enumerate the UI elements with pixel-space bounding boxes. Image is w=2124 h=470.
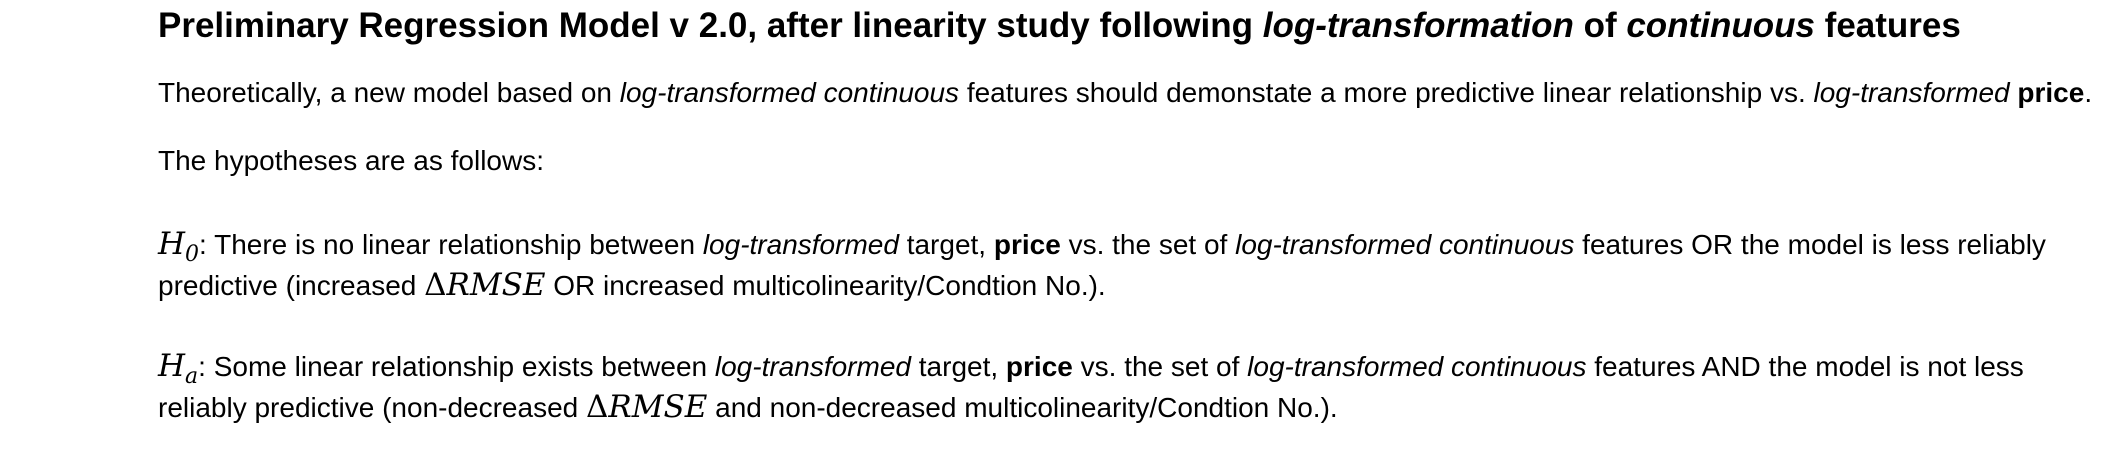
hypotheses-intro: The hypotheses are as follows: <box>158 145 544 176</box>
h0-symbol: $H_0$ <box>158 226 200 267</box>
alternative-hypothesis: $H_a$: Some linear relationship exists between log-transformed target, price vs. the set of log-transformed continuous features AND the model is not less reliably predictive (non-decreased ΔRMSE and non-decreased multicolinearity/Condtion No.). <box>158 348 2024 425</box>
intro-paragraph: Theoretically, a new model based on log-transformed continuous features should demonstate a more predictive linear relationship vs. log-transformed price. <box>158 77 2093 108</box>
title-emphasis-continuous: continuous <box>1626 6 1815 45</box>
title-emphasis-log-transformation: log-transformation <box>1262 6 1574 45</box>
delta-rmse-math: ΔRMSE <box>424 267 546 303</box>
ha-symbol: $H_a$ <box>158 348 199 389</box>
delta-rmse-math: ΔRMSE <box>586 389 708 425</box>
page-title: Preliminary Regression Model v 2.0, after linearity study following log-transformation of continuous features <box>158 6 1961 45</box>
markdown-cell <box>158 0 2108 428</box>
null-hypothesis: $H_0$: There is no linear relationship between log-transformed target, price vs. the set of log-transformed continuous features OR the model is less reliably predictive (increased ΔRMSE OR increased multicolinearity/Condtion No.). <box>158 226 2046 303</box>
